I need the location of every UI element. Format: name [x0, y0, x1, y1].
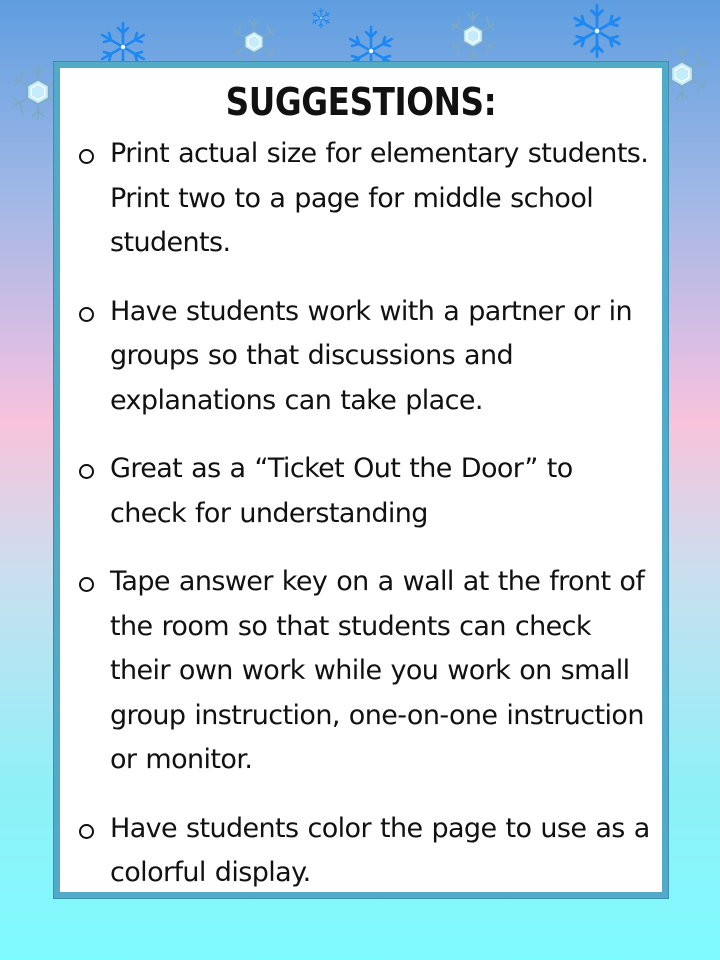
circle-bullet-icon	[79, 577, 94, 592]
snowflake-icon	[446, 9, 500, 63]
circle-bullet-icon	[79, 824, 94, 839]
suggestions-list	[76, 132, 656, 896]
snowflake-icon	[228, 16, 280, 68]
suggestion-text: Great as a “Ticket Out the Door” to check for understanding	[110, 453, 573, 529]
suggestion-text: Have students work with a partner or in groups so that discussions and explanations can take place.	[110, 295, 632, 416]
circle-bullet-icon	[79, 307, 94, 322]
snowflake-icon	[310, 7, 332, 29]
list-item	[76, 290, 656, 424]
suggestion-text: Have students color the page to use as a colorful display.	[110, 812, 650, 888]
list-item	[76, 560, 656, 783]
circle-bullet-icon	[79, 149, 94, 164]
suggestions-card	[54, 62, 668, 898]
snowflake-icon	[568, 2, 626, 60]
list-item	[76, 447, 656, 536]
suggestion-text: Print actual size for elementary students. Print two to a page for middle school students.	[110, 138, 649, 258]
suggestion-text: Tape answer key on a wall at the front of the room so that students can check their own work while you work on small group instruction, one-on-one instruction or monitor.	[110, 566, 645, 775]
page-title: SUGGESTIONS:	[225, 80, 497, 124]
list-item	[76, 132, 656, 266]
list-item	[76, 807, 656, 896]
circle-bullet-icon	[79, 464, 94, 479]
